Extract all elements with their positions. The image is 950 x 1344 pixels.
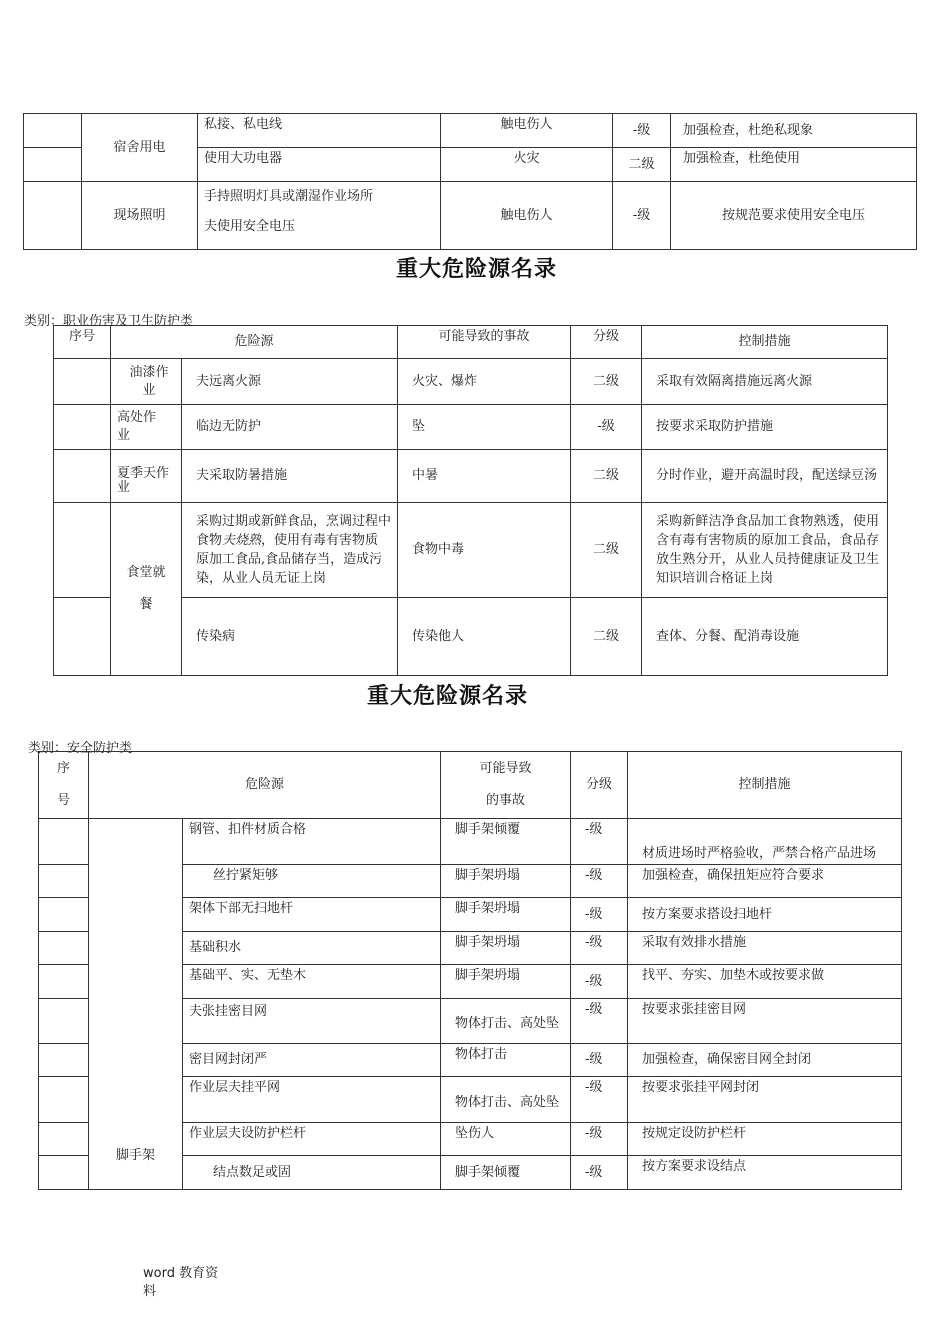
accident-cell: 触电伤人 xyxy=(441,182,613,250)
footer-watermark xyxy=(143,1265,218,1301)
measure-cell: 加强检查，杜绝使用 xyxy=(671,148,917,182)
seq-cell xyxy=(54,598,111,676)
hazard-cell: 基础平、实、无垫木 xyxy=(183,965,441,999)
header-measure: 控制措施 xyxy=(628,752,902,819)
accident-cell: 触电伤人 xyxy=(441,114,613,148)
measure-cell: 采购新鲜洁净食品加工食物熟透，使用含有毒有害物质的原加工食品，食品存放生熟分开，从业人员持健康证及卫生知识培训合格证上岗 xyxy=(642,503,888,598)
hazard-cell: 传染病 xyxy=(182,598,398,676)
hazard-text: 采购过期或新鲜食品，烹调过程中食物 xyxy=(196,514,392,548)
group-cell: 夏季天作业 xyxy=(111,450,182,503)
accident-cell: 脚手架倾覆 xyxy=(441,819,571,865)
accident-cell: 传染他人 xyxy=(398,598,571,676)
level-cell: -级 xyxy=(571,1044,628,1077)
level-cell: 二级 xyxy=(571,598,642,676)
seq-cell xyxy=(24,182,82,250)
accident-cell: 火灾 xyxy=(441,148,613,182)
accident-cell: 物体打击、高处坠 xyxy=(441,999,571,1044)
accident-cell: 物体打击、高处坠 xyxy=(441,1077,571,1123)
footer-line: word 教育资 xyxy=(143,1266,219,1281)
seq-cell xyxy=(54,405,111,450)
hazard-cell: 使用大功电器 xyxy=(198,148,441,182)
seq-cell xyxy=(39,898,89,932)
hazard-cell: 夫远离火源 xyxy=(182,359,398,405)
hazard-cell: 钢管、扣件材质合格 xyxy=(183,819,441,865)
measure-cell: 按规定设防护栏杆 xyxy=(628,1123,902,1156)
footer-line: 料 xyxy=(143,1284,157,1299)
measure-cell: 按要求张挂密目网 xyxy=(628,999,902,1044)
seq-cell xyxy=(39,819,89,865)
seq-cell xyxy=(54,359,111,405)
accident-cell: 坠伤人 xyxy=(441,1123,571,1156)
header-seq-line: 号 xyxy=(56,793,70,808)
header-accident-line: 可能导致 xyxy=(479,761,532,776)
hazard-cell: 夫采取防暑措施 xyxy=(182,450,398,503)
measure-cell: 分时作业，避开高温时段，配送绿豆汤 xyxy=(642,450,888,503)
accident-cell: 食物中毒 xyxy=(398,503,571,598)
hazard-cell xyxy=(198,182,441,250)
table-header-row xyxy=(54,326,888,359)
header-accident-line: 的事故 xyxy=(486,793,526,808)
hazard-cell: 架体下部无扫地杆 xyxy=(183,898,441,932)
seq-cell xyxy=(24,148,82,182)
seq-cell xyxy=(39,965,89,999)
measure-cell: 采取有效排水措施 xyxy=(628,932,902,965)
level-cell: -级 xyxy=(571,1077,628,1123)
header-hazard: 危险源 xyxy=(111,326,398,359)
header-hazard: 危险源 xyxy=(89,752,441,819)
header-measure: 控制措施 xyxy=(642,326,888,359)
accident-cell: 中暑 xyxy=(398,450,571,503)
accident-cell: 坠 xyxy=(398,405,571,450)
table-row xyxy=(54,450,888,503)
table-header-row xyxy=(39,752,902,819)
accident-cell: 火灾、爆炸 xyxy=(398,359,571,405)
seq-cell xyxy=(39,1156,89,1190)
hazard-table-occupational xyxy=(53,325,888,676)
level-cell: -级 xyxy=(613,182,671,250)
seq-cell xyxy=(39,865,89,898)
header-seq-line: 序 xyxy=(56,761,70,776)
seq-cell xyxy=(54,450,111,503)
hazard-cell xyxy=(182,503,398,598)
hazard-text-italic: 夫烧熟 xyxy=(222,533,262,548)
seq-cell xyxy=(39,1077,89,1123)
hazard-table-electrical xyxy=(23,113,917,250)
measure-cell: 按方案要求搭设扫地杆 xyxy=(628,898,902,932)
level-cell: -级 xyxy=(613,114,671,148)
measure-cell: 按方案要求设结点 xyxy=(628,1156,902,1190)
accident-cell: 脚手架倾覆 xyxy=(441,1156,571,1190)
header-seq: 序号 xyxy=(54,326,111,359)
accident-cell: 脚手架坍塌 xyxy=(441,965,571,999)
level-cell: 二级 xyxy=(613,148,671,182)
header-accident xyxy=(441,752,571,819)
group-label: 食堂就餐 xyxy=(126,565,166,612)
group-cell xyxy=(89,819,183,1190)
hazard-cell: 私接、私电线 xyxy=(198,114,441,148)
measure-cell: 按要求采取防护措施 xyxy=(642,405,888,450)
group-label: 脚手架 xyxy=(115,1148,155,1163)
accident-cell: 脚手架坍塌 xyxy=(441,898,571,932)
level-cell: 二级 xyxy=(571,359,642,405)
hazard-cell: 结点数足或固 xyxy=(183,1156,441,1190)
level-cell: -级 xyxy=(571,405,642,450)
measure-cell: 加强检查，确保密目网全封闭 xyxy=(628,1044,902,1077)
seq-cell xyxy=(39,1123,89,1156)
level-cell: -级 xyxy=(571,1123,628,1156)
level-cell: -级 xyxy=(571,865,628,898)
header-accident: 可能导致的事故 xyxy=(398,326,571,359)
group-cell: 油漆作业 xyxy=(111,359,182,405)
table-row xyxy=(39,819,902,865)
seq-cell xyxy=(39,999,89,1044)
table-row xyxy=(54,405,888,450)
measure-cell: 找平、夯实、加垫木或按要求做 xyxy=(628,965,902,999)
level-cell: -级 xyxy=(571,1156,628,1190)
hazard-text: ，使用有毒有害物质原加工食品,食品储存当，造成污染，从业人员无证上岗 xyxy=(196,533,383,586)
level-cell: -级 xyxy=(571,819,628,865)
measure-cell: 按规范要求使用安全电压 xyxy=(671,182,917,250)
seq-cell xyxy=(24,114,82,148)
measure-cell: 按要求张挂平网封闭 xyxy=(628,1077,902,1123)
group-cell: 宿舍用电 xyxy=(82,114,198,182)
hazard-cell: 夫张挂密目网 xyxy=(183,999,441,1044)
level-cell: 二级 xyxy=(571,450,642,503)
table-row xyxy=(54,503,888,598)
measure-cell: 加强检查，杜绝私现象 xyxy=(671,114,917,148)
header-level: 分级 xyxy=(571,326,642,359)
group-cell xyxy=(111,503,182,676)
measure-cell: 加强检查，确保扭矩应符合要求 xyxy=(628,865,902,898)
hazard-cell: 作业层夫挂平网 xyxy=(183,1077,441,1123)
section-title: 重大危险源名录 xyxy=(396,257,558,282)
table-row xyxy=(54,359,888,405)
table-row xyxy=(24,114,917,148)
level-cell: -级 xyxy=(571,898,628,932)
hazard-cell: 基础积水 xyxy=(183,932,441,965)
hazard-cell: 密目网封闭严 xyxy=(183,1044,441,1077)
header-level: 分级 xyxy=(571,752,628,819)
hazard-table-safety xyxy=(38,751,902,1190)
group-cell: 现场照明 xyxy=(82,182,198,250)
hazard-cell: 临边无防护 xyxy=(182,405,398,450)
hazard-cell: 丝拧紧矩够 xyxy=(183,865,441,898)
level-cell: 二级 xyxy=(571,503,642,598)
accident-cell: 物体打击 xyxy=(441,1044,571,1077)
group-cell: 高处作业 xyxy=(111,405,182,450)
table-row xyxy=(24,182,917,250)
hazard-line: 手持照明灯具或潮湿作业场所 xyxy=(204,189,374,204)
seq-cell xyxy=(54,503,111,598)
level-cell: -级 xyxy=(571,932,628,965)
header-seq xyxy=(39,752,89,819)
measure-cell: 查体、分餐、配消毒设施 xyxy=(642,598,888,676)
hazard-line: 夫使用安全电压 xyxy=(204,219,296,234)
measure-cell: 材质进场时严格验收，严禁合格产品进场 xyxy=(628,819,902,865)
seq-cell xyxy=(39,1044,89,1077)
seq-cell xyxy=(39,932,89,965)
level-cell: -级 xyxy=(571,999,628,1044)
accident-cell: 脚手架坍塌 xyxy=(441,865,571,898)
category-label: 类别：安全防护类 xyxy=(28,741,133,756)
measure-cell: 采取有效隔离措施远离火源 xyxy=(642,359,888,405)
level-cell: -级 xyxy=(571,965,628,999)
category-label: 类别：职业伤害及卫生防护类 xyxy=(24,314,194,329)
section-title: 重大危险源名录 xyxy=(367,684,529,709)
accident-cell: 脚手架坍塌 xyxy=(441,932,571,965)
hazard-cell: 作业层夫设防护栏杆 xyxy=(183,1123,441,1156)
